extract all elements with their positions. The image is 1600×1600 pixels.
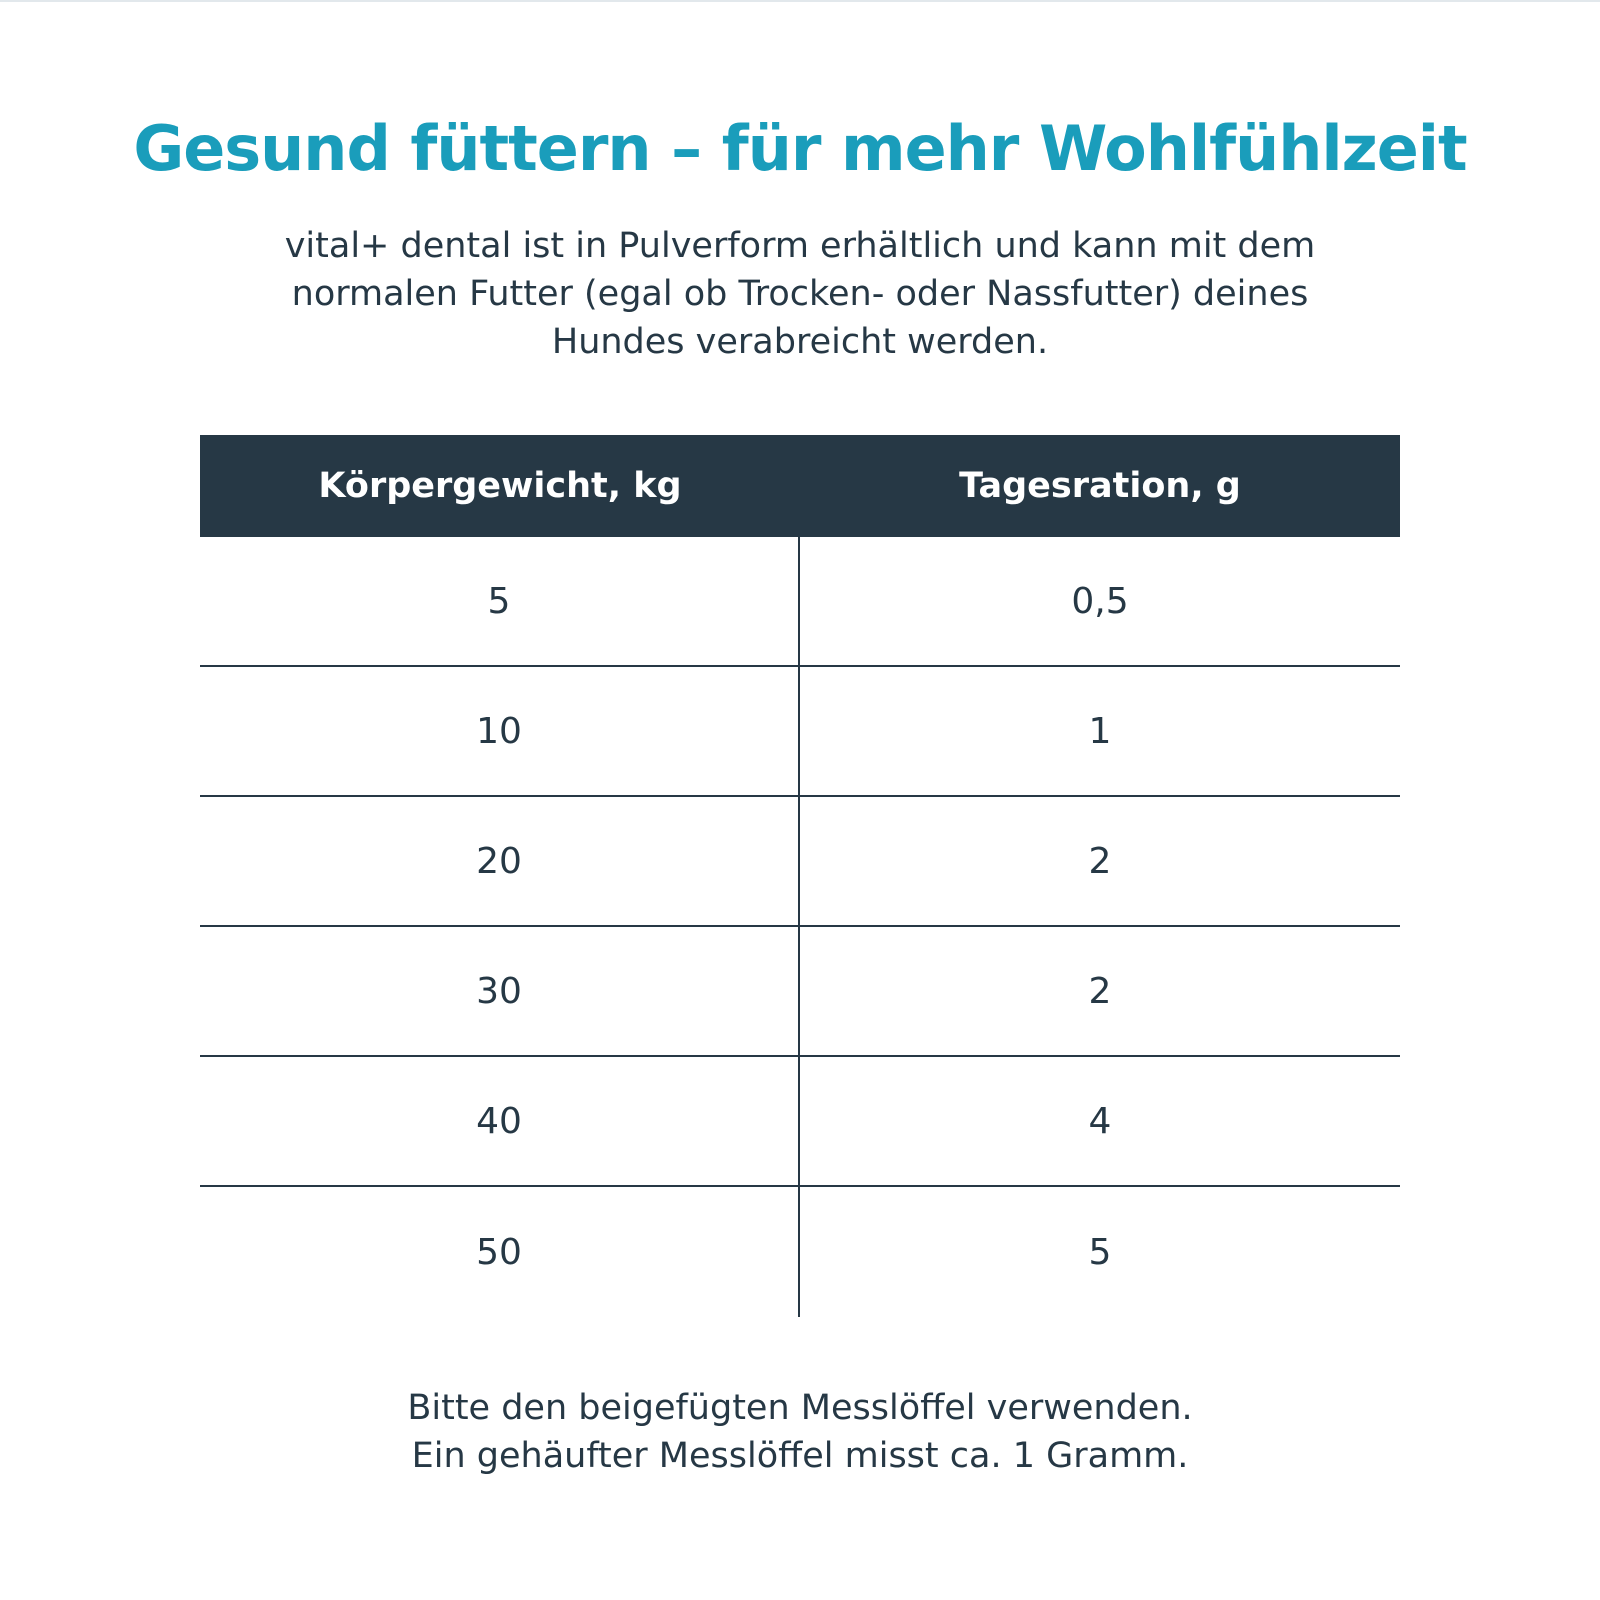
top-divider xyxy=(0,0,1600,2)
intro-line: normalen Futter (egal ob Trocken- oder Nassfutter) deines xyxy=(291,274,1309,314)
table-body xyxy=(200,537,1400,1317)
intro-line: vital+ dental ist in Pulverform erhältlich und kann mit dem xyxy=(284,226,1316,266)
table-row xyxy=(200,1057,1400,1187)
table-row xyxy=(200,927,1400,1057)
page-title: Gesund füttern – für mehr Wohlfühlzeit xyxy=(133,112,1467,185)
cell-daily-ration: 1 xyxy=(1088,710,1112,752)
cell-daily-ration: 2 xyxy=(1088,970,1112,1012)
header-daily-ration: Tagesration, g xyxy=(959,466,1241,506)
table-row xyxy=(200,1187,1400,1317)
table-row xyxy=(200,797,1400,927)
footer-line: Bitte den beigefügten Messlöffel verwenden. xyxy=(407,1388,1193,1428)
dosage-table xyxy=(200,435,1400,1317)
cell-body-weight: 30 xyxy=(200,927,800,1055)
intro-line: Hundes verabreicht werden. xyxy=(551,322,1049,362)
cell-body-weight: 40 xyxy=(200,1057,800,1185)
cell-daily-ration: 4 xyxy=(1088,1100,1112,1142)
cell-body-weight: 5 xyxy=(200,537,800,665)
cell-body-weight: 20 xyxy=(200,797,800,925)
cell-daily-ration: 0,5 xyxy=(1071,580,1129,622)
cell-daily-ration: 2 xyxy=(1088,840,1112,882)
header-body-weight: Körpergewicht, kg xyxy=(318,466,682,506)
table-header xyxy=(200,435,1400,537)
intro-paragraph xyxy=(200,222,1400,366)
table-row xyxy=(200,537,1400,667)
table-row xyxy=(200,667,1400,797)
cell-body-weight: 50 xyxy=(200,1187,800,1317)
cell-daily-ration: 5 xyxy=(1088,1231,1112,1273)
footer-line: Ein gehäufter Messlöffel misst ca. 1 Gramm. xyxy=(411,1436,1189,1476)
footer-note xyxy=(200,1384,1400,1480)
cell-body-weight: 10 xyxy=(200,667,800,795)
